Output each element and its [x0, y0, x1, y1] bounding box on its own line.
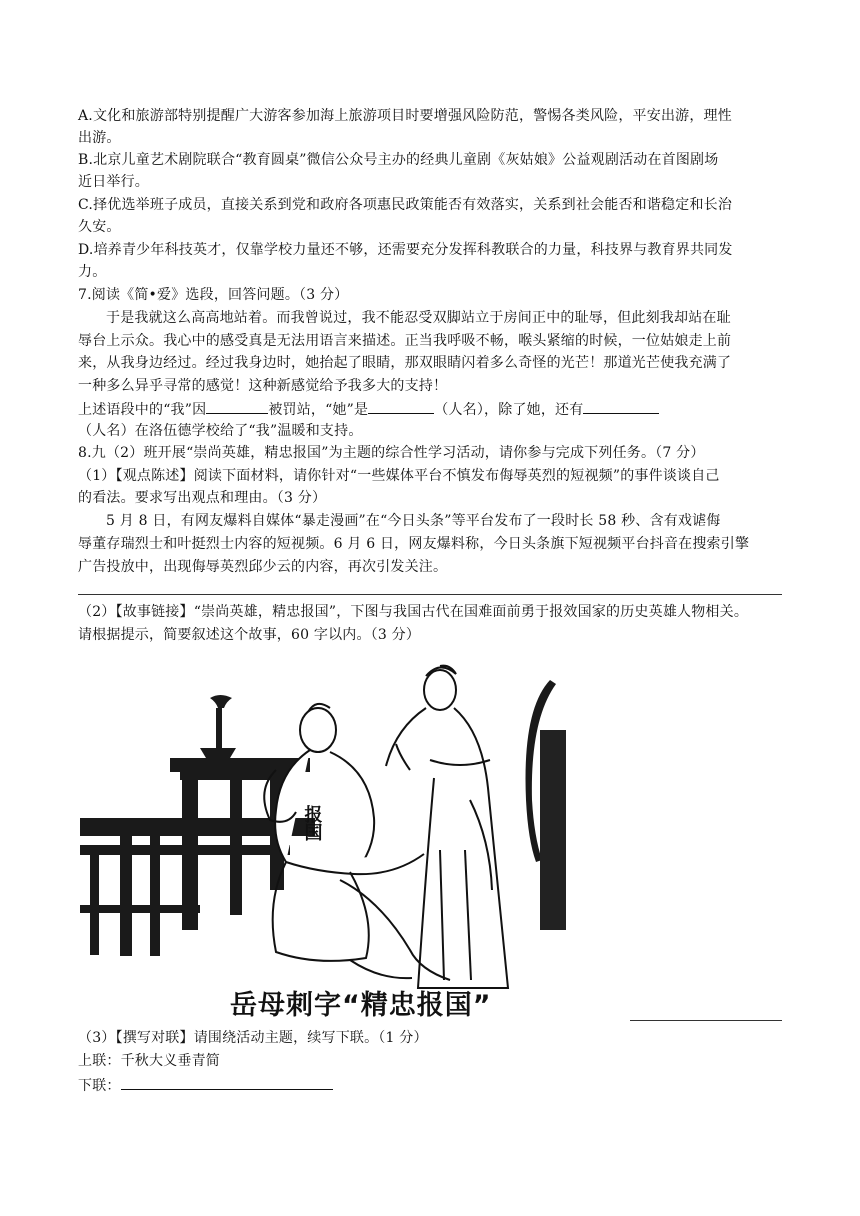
- option-d-line2: 力。: [78, 264, 107, 280]
- q7-blank-her-name[interactable]: [368, 399, 434, 414]
- q8-material-line3: 广告投放中，出现侮辱英烈邱少云的内容，再次引发关注。: [78, 559, 448, 575]
- q8-task2-line1: （2）【故事链接】“崇尚英雄，精忠报国”，下图与我国古代在国难面前勇于报效国家的历史英雄人物相关。: [78, 604, 749, 620]
- option-a-line2: 出游。: [78, 130, 121, 146]
- q7-fill-text-b: 被罚站，“她”是: [268, 402, 369, 418]
- q7-fill-line2: （人名）在洛伍德学校给了“我”温暖和支持。: [78, 423, 363, 439]
- answer-line-task1[interactable]: [78, 594, 782, 595]
- q8-task2-line2: 请根据提示，简要叙述这个故事，60 字以内。（3 分）: [78, 627, 421, 643]
- q8-material-line2: 辱董存瑞烈士和叶挺烈士内容的短视频。6 月 6 日，网友爆料称，今日头条旗下短视频平台抖音在搜索引擎: [78, 536, 750, 552]
- couplet-lower-label: 下联：: [78, 1078, 121, 1094]
- option-c-line2: 久安。: [78, 219, 121, 235]
- q8-task1-line2: 的看法。要求写出观点和理由。（3 分）: [78, 490, 327, 506]
- q8-task1-line1: （1）【观点陈述】阅读下面材料，请你针对“一些媒体平台不慎发布侮辱英烈的短视频”的事件谈谈自己: [78, 468, 720, 484]
- option-c-line1: C.择优选举班子成员，直接关系到党和政府各项惠民政策能否有效落实，关系到社会能否和谐稳定和长治: [78, 197, 733, 213]
- q7-blank-other-name[interactable]: [583, 399, 659, 414]
- figure-caption: 岳母刺字“精忠报国”: [230, 990, 492, 1021]
- option-d-line1: D.培养青少年科技英才，仅靠学校力量还不够，还需要充分发挥科教联合的力量，科技界与教育界共同发: [78, 242, 733, 258]
- q7-passage-line4: 一种多么异乎寻常的感觉！这种新感觉给予我多大的支持！: [78, 378, 448, 394]
- couplet-upper: 上联：千秋大义垂青简: [78, 1053, 220, 1069]
- back-tattoo-text: 报国: [301, 805, 323, 841]
- yue-mother-tattoo-illustration: [80, 650, 620, 1020]
- couplet-lower-blank[interactable]: [121, 1075, 333, 1090]
- q7-fill-line: [78, 399, 659, 420]
- option-b-line1: B.北京儿童艺术剧院联合“教育圆桌”微信公众号主办的经典儿童剧《灰姑娘》公益观剧活动在首图剧场: [78, 152, 719, 168]
- q7-fill-text-c: （人名），除了她，还有: [434, 402, 584, 418]
- q7-title: 7.阅读《简•爱》选段，回答问题。（3 分）: [78, 287, 349, 303]
- q7-passage-line2: 辱台上示众。我心中的感受真是无法用语言来描述。正当我呼吸不畅，喉头紧缩的时候，一位姑娘走上前: [78, 333, 732, 349]
- option-b-line2: 近日举行。: [78, 174, 149, 190]
- q8-task3-title: （3）【撰写对联】请围绕活动主题，续写下联。（1 分）: [78, 1030, 428, 1046]
- q7-passage-line3: 来，从我身边经过。经过我身边时，她抬起了眼睛，那双眼睛闪着多么奇怪的光芒！那道光芒使我充满了: [78, 355, 732, 371]
- option-a-line1: A.文化和旅游部特别提醒广大游客参加海上旅游项目时要增强风险防范，警惕各类风险，平安出游，理性: [78, 108, 732, 124]
- q8-material-line1: 5 月 8 日，有网友爆料自媒体“暴走漫画”在“今日头条”等平台发布了一段时长 58 秒、含有戏谑侮: [106, 513, 721, 529]
- q7-fill-text-a: 上述语段中的“我”因: [78, 402, 207, 418]
- answer-line-task2[interactable]: [630, 1020, 782, 1021]
- q8-title: 8.九（2）班开展“崇尚英雄，精忠报国”为主题的综合性学习活动，请你参与完成下列任务。（7 分）: [78, 445, 705, 461]
- couplet-lower-line: [78, 1075, 333, 1096]
- q7-blank-reason[interactable]: [206, 399, 268, 414]
- q7-passage-line1: 于是我就这么高高地站着。而我曾说过，我不能忍受双脚站立于房间正中的耻辱，但此刻我却站在耻: [106, 310, 731, 326]
